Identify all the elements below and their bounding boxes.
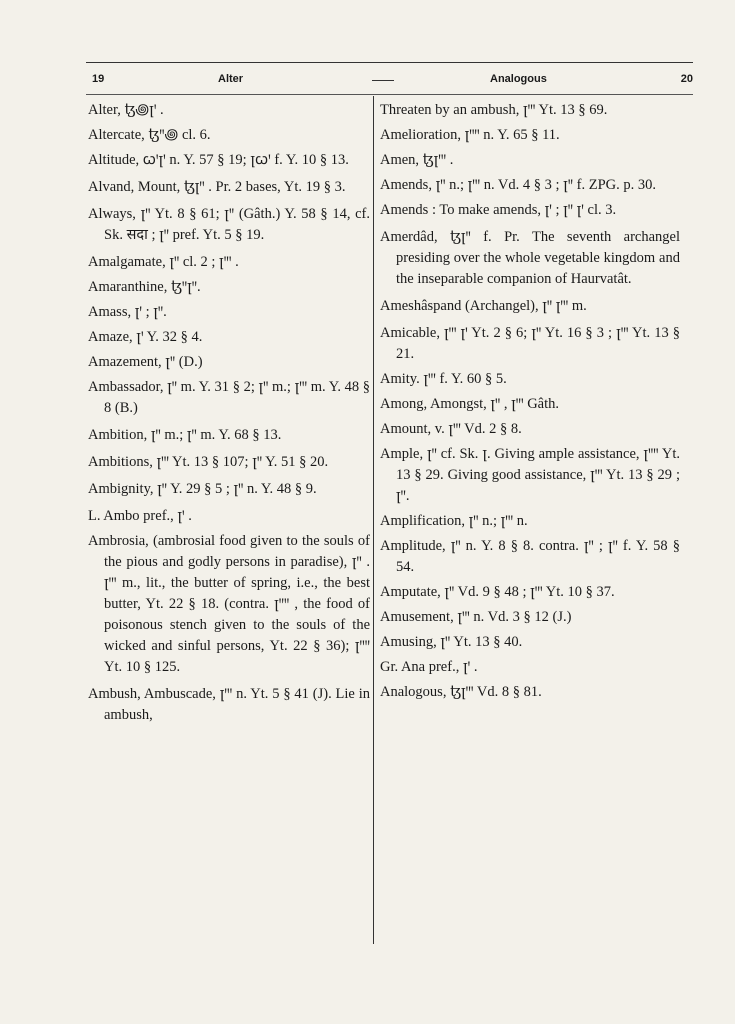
right-column bbox=[380, 100, 680, 707]
dictionary-entry: Alter, ꜩ꩜ꞁꞌ . bbox=[88, 102, 164, 118]
dictionary-entry: Alvand, Mount, ꜩꞁꞌꞌ . Pr. 2 bases, Yt. 19 § 3. bbox=[88, 179, 346, 195]
dictionary-entry: Analogous, ꜩꞁꞌꞌꞌ Vd. 8 § 81. bbox=[380, 684, 542, 700]
dictionary-entry: Ambassador, ꞁꞌꞌ m. Y. 31 § 2; ꞁꞌꞌ m.; ꞁꞌꞌꞌ m. Y. 48 § 8 (B.) bbox=[88, 379, 370, 416]
header-dash bbox=[372, 80, 394, 81]
left-guide-word: Alter bbox=[218, 73, 244, 85]
dictionary-entry: Amusement, ꞁꞌꞌꞌ n. Vd. 3 § 12 (J.) bbox=[380, 609, 572, 625]
top-rule bbox=[86, 62, 693, 63]
dictionary-entry: Amicable, ꞁꞌꞌꞌ ꞁꞌ Yt. 2 § 6; ꞁꞌꞌ Yt. 16 § 3 ; ꞁꞌꞌꞌ Yt. 13 § 21. bbox=[380, 325, 680, 362]
left-page-number: 19 bbox=[92, 73, 105, 85]
dictionary-entry: Ambush, Ambuscade, ꞁꞌꞌꞌ n. Yt. 5 § 41 (J). Lie in ambush, bbox=[88, 686, 370, 723]
dictionary-entry: Amass, ꞁꞌ ; ꞁꞌꞌ. bbox=[88, 304, 167, 320]
dictionary-entry: Amazement, ꞁꞌꞌ (D.) bbox=[88, 354, 203, 370]
dictionary-entry: Amaze, ꞁꞌ Y. 32 § 4. bbox=[88, 329, 203, 345]
header-rule bbox=[86, 94, 693, 95]
dictionary-entry: Ameshâspand (Archangel), ꞁꞌꞌ ꞁꞌꞌꞌ m. bbox=[380, 298, 587, 314]
dictionary-entry: Amusing, ꞁꞌꞌ Yt. 13 § 40. bbox=[380, 634, 523, 650]
dictionary-entry: Gr. Ana pref., ꞁꞌ . bbox=[380, 659, 478, 675]
dictionary-entry: Always, ꞁꞌꞌ Yt. 8 § 61; ꞁꞌꞌ (Gâth.) Y. 58 § 14, cf. Sk. सदा ; ꞁꞌꞌ pref. Yt. 5 § 19. bbox=[88, 206, 370, 243]
dictionary-entry: Amelioration, ꞁꞌꞌꞌꞌ n. Y. 65 § 11. bbox=[380, 127, 560, 143]
dictionary-entry: Amends : To make amends, ꞁꞌ ; ꞁꞌꞌ ꞁꞌ cl. 3. bbox=[380, 202, 617, 218]
dictionary-entry: Altitude, ꞷꞌꞁꞌ n. Y. 57 § 19; ꞁꞷꞌ f. Y. 10 § 13. bbox=[88, 152, 349, 168]
dictionary-entry: Altercate, ꜩꞌꞌ꩜ cl. 6. bbox=[88, 127, 211, 143]
dictionary-entry: Amplification, ꞁꞌꞌ n.; ꞁꞌꞌꞌ n. bbox=[380, 513, 528, 529]
dictionary-entry: Ample, ꞁꞌꞌ cf. Sk. ꞁ. Giving ample assistance, ꞁꞌꞌꞌꞌ Yt. 13 § 29. Giving good assistance, ꞁꞌꞌꞌ Yt. 13 § 29 ; ꞁꞌꞌ. bbox=[380, 446, 680, 504]
dictionary-entry: Ambrosia, (ambrosial food given to the souls of the pious and godly persons in paradise), ꞁꞌꞌ . ꞁꞌꞌꞌ m., lit., the butter of spring, i.e., the best butter, Yt. 22 § 18. (contra. ꞁꞌꞌꞌꞌ , the food of poisonous stench given to the souls of the wicked and sinful persons, Yt. 22 § 36); ꞁꞌꞌꞌꞌ Yt. 10 § 125. bbox=[88, 533, 370, 675]
dictionary-entry: Ambition, ꞁꞌꞌ m.; ꞁꞌꞌ m. Y. 68 § 13. bbox=[88, 427, 282, 443]
dictionary-entry: Among, Amongst, ꞁꞌꞌ , ꞁꞌꞌꞌ Gâth. bbox=[380, 396, 560, 412]
dictionary-entry: Ambignity, ꞁꞌꞌ Y. 29 § 5 ; ꞁꞌꞌ n. Y. 48 § 9. bbox=[88, 481, 317, 497]
dictionary-entry: Threaten by an ambush, ꞁꞌꞌꞌ Yt. 13 § 69. bbox=[380, 102, 608, 118]
dictionary-entry: Amity. ꞁꞌꞌꞌ f. Y. 60 § 5. bbox=[380, 371, 507, 387]
dictionary-entry: Amen, ꜩꞁꞌꞌꞌ . bbox=[380, 152, 454, 168]
dictionary-entry: Amalgamate, ꞁꞌꞌ cl. 2 ; ꞁꞌꞌꞌ . bbox=[88, 254, 239, 270]
right-guide-word: Analogous bbox=[490, 73, 547, 85]
dictionary-entry: Amends, ꞁꞌꞌ n.; ꞁꞌꞌꞌ n. Vd. 4 § 3 ; ꞁꞌꞌ f. ZPG. p. 30. bbox=[380, 177, 657, 193]
right-page-number: 20 bbox=[680, 73, 693, 85]
dictionary-entry: Amaranthine, ꜩꞌꞌꞁꞌꞌ. bbox=[88, 279, 201, 295]
dictionary-entry: Amputate, ꞁꞌꞌ Vd. 9 § 48 ; ꞁꞌꞌꞌ Yt. 10 § 37. bbox=[380, 584, 615, 600]
left-column bbox=[88, 100, 370, 730]
dictionary-entry: Amerdâd, ꜩꞁꞌꞌ f. Pr. The seventh archangel presiding over the whole vegetable kingdom and the inseparable companion of Haurvatât. bbox=[380, 229, 680, 287]
column-separator bbox=[373, 96, 374, 944]
dictionary-entry: Amplitude, ꞁꞌꞌ n. Y. 8 § 8. contra. ꞁꞌꞌ ; ꞁꞌꞌ f. Y. 58 § 54. bbox=[380, 538, 680, 575]
dictionary-entry: Amount, v. ꞁꞌꞌꞌ Vd. 2 § 8. bbox=[380, 421, 522, 437]
dictionary-entry: L. Ambo pref., ꞁꞌ . bbox=[88, 508, 192, 524]
dictionary-entry: Ambitions, ꞁꞌꞌꞌ Yt. 13 § 107; ꞁꞌꞌ Y. 51 § 20. bbox=[88, 454, 329, 470]
running-header bbox=[86, 70, 693, 92]
